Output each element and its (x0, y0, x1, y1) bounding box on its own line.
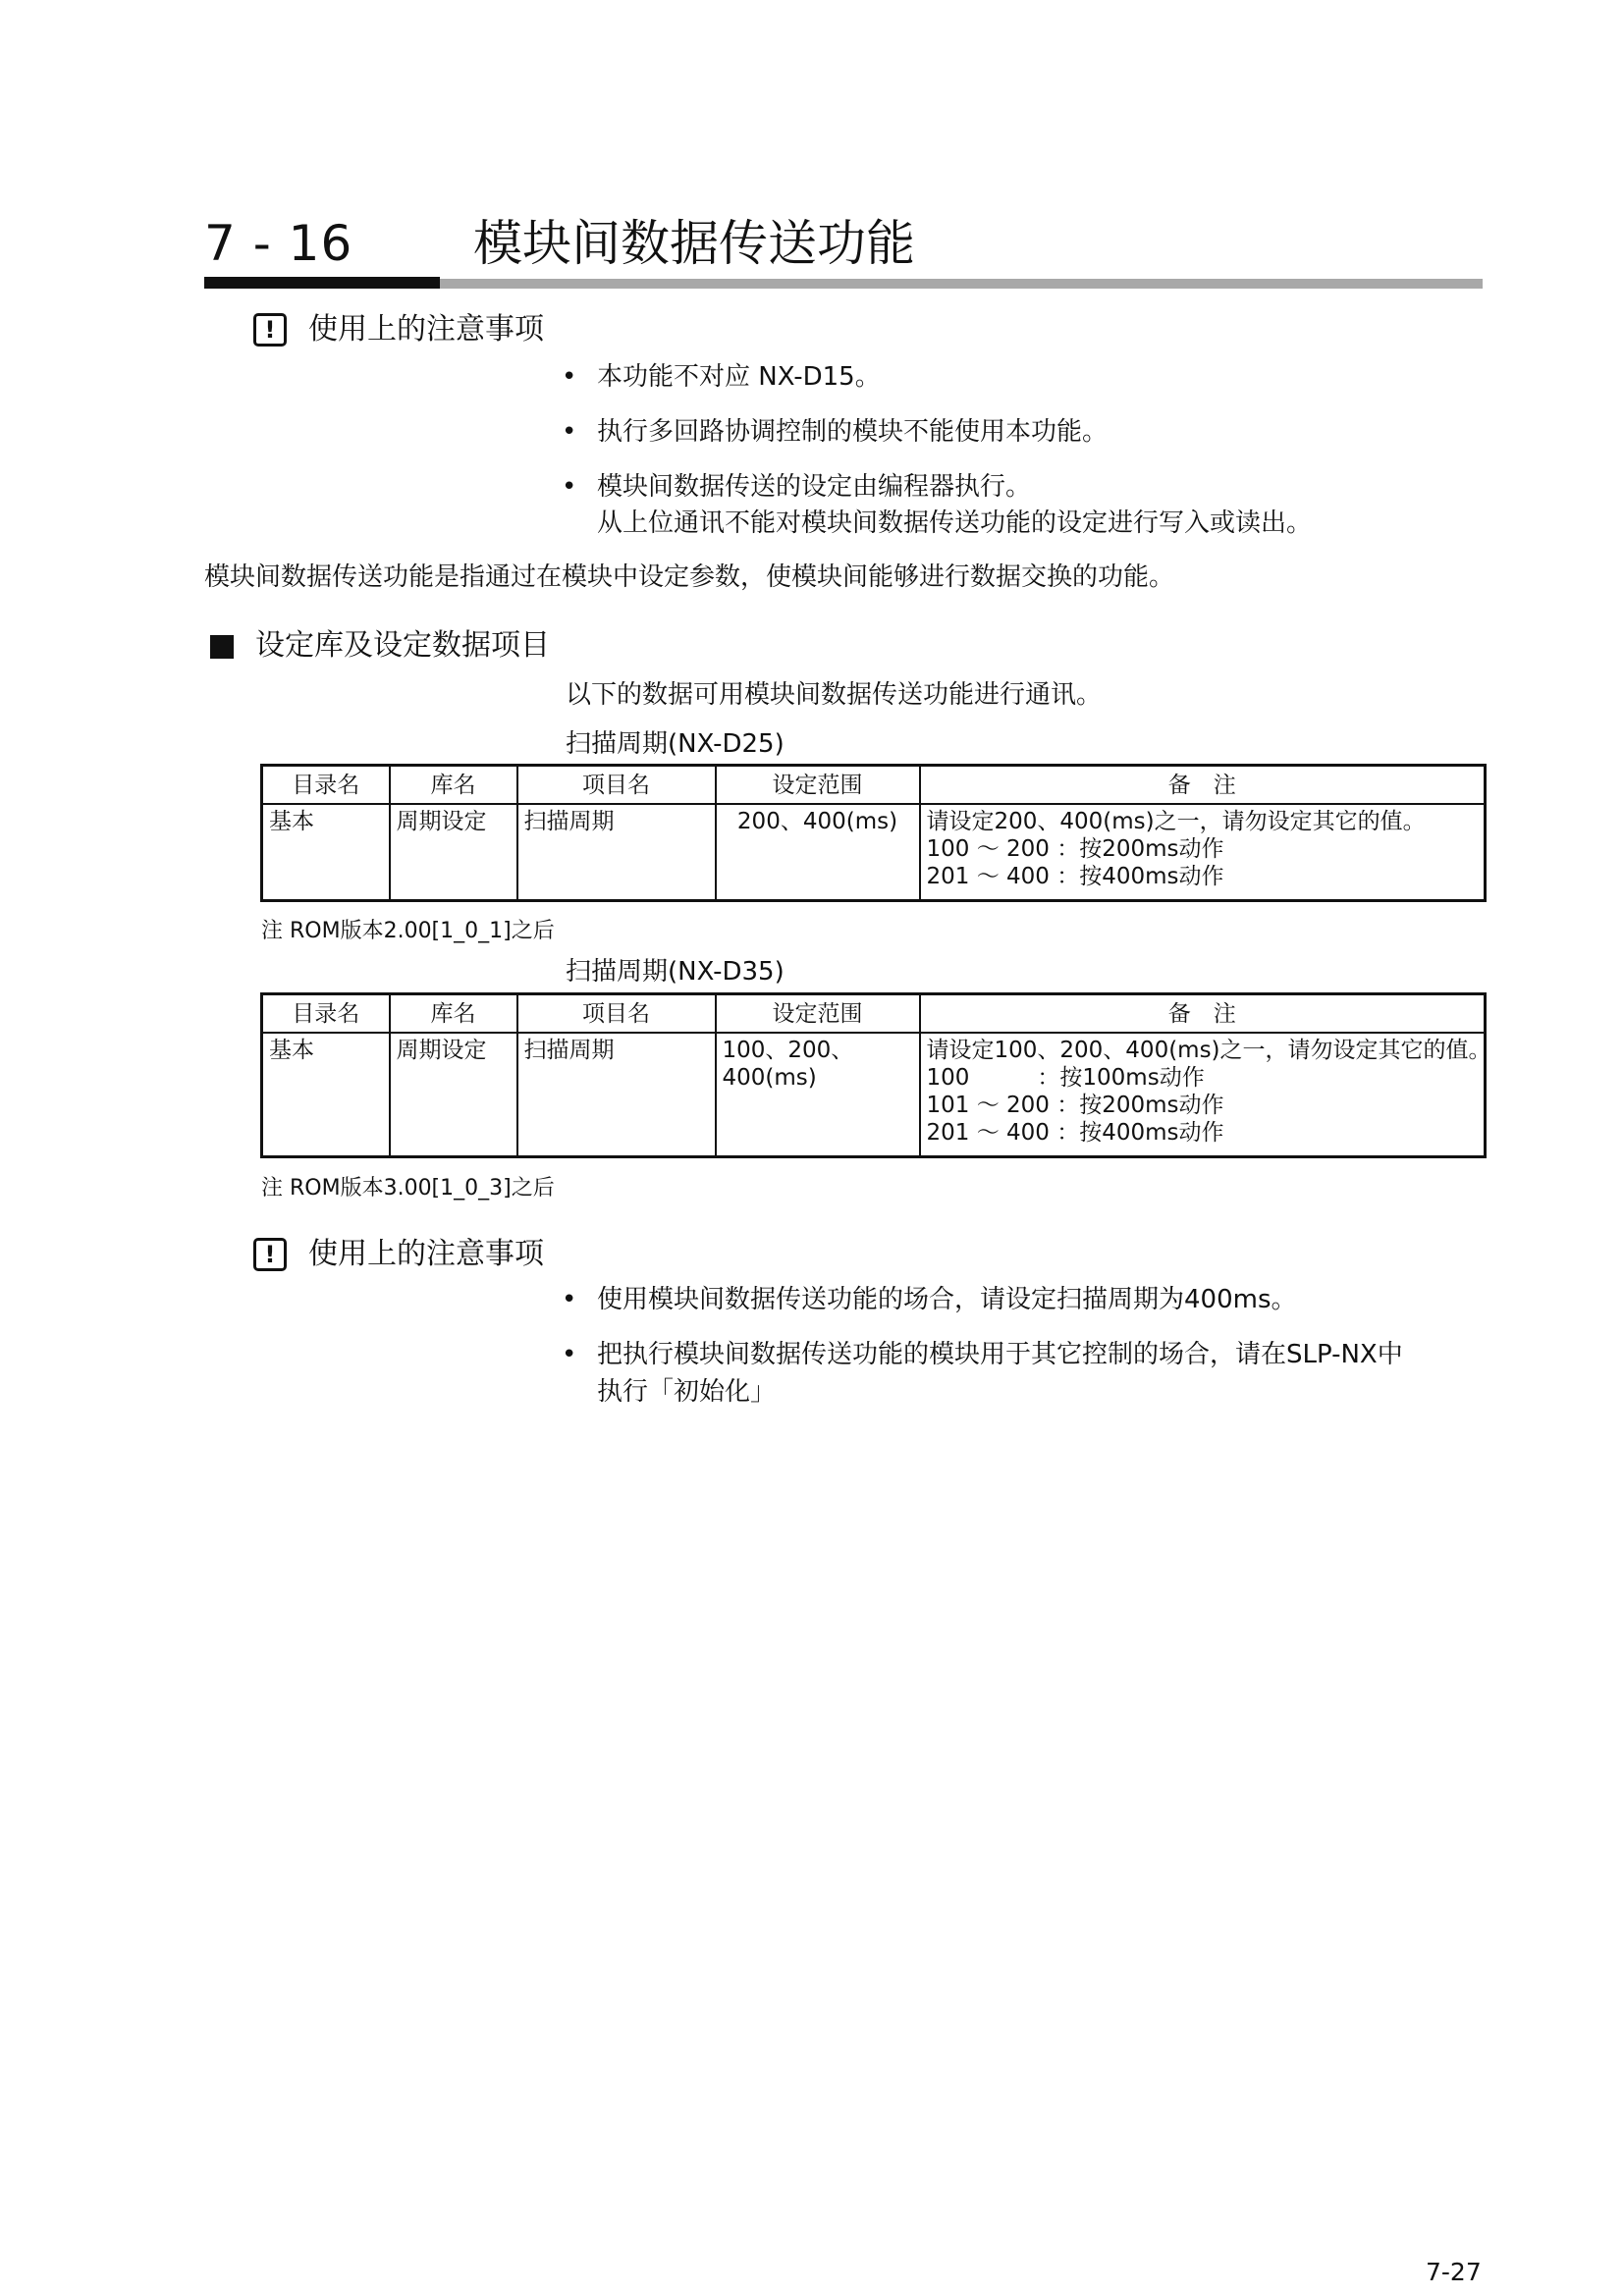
page-number: 7-27 (1426, 2258, 1482, 2286)
cell-remarks (920, 804, 1486, 900)
bullet-dot: • (562, 1340, 577, 1369)
header-range: 设定范围 (716, 994, 920, 1034)
caution-heading-text: 使用上的注意事项 (308, 312, 544, 347)
table-row (262, 804, 1486, 900)
caution-heading-1 (253, 310, 544, 349)
header-item: 项目名 (517, 994, 716, 1034)
caution1-bullet-3 (562, 469, 1031, 505)
table2 (260, 992, 1491, 1158)
remark-line: 100 ：按100ms动作 (926, 1065, 1205, 1091)
header-library: 库名 (390, 994, 517, 1034)
header-directory: 目录名 (262, 994, 390, 1034)
cell-item: 扫描周期 (517, 804, 716, 900)
section-title: 模块间数据传送功能 (473, 215, 915, 272)
bullet-dot: • (562, 362, 577, 392)
table2-caption: 扫描周期(NX-D35) (566, 957, 785, 987)
cell-range (716, 1033, 920, 1156)
caution1-bullet-1 (562, 359, 881, 395)
header-directory: 目录名 (262, 766, 390, 805)
range-line: 100、200、 (722, 1038, 854, 1063)
cell-directory: 基本 (262, 1033, 390, 1156)
bullet-text: 模块间数据传送的设定由编程器执行。 (597, 472, 1032, 502)
remark-line: 201 ～ 400 ：按400ms动作 (926, 864, 1224, 889)
cell-library: 周期设定 (390, 804, 517, 900)
table2-note: 注 ROM版本3.00[1_0_3]之后 (261, 1176, 555, 1201)
subsection-heading: 设定库及设定数据项目 (255, 628, 550, 663)
caution-heading-2 (253, 1235, 544, 1274)
header-remarks: 备 注 (920, 766, 1486, 805)
caution1-bullet-2 (562, 414, 1108, 450)
header-range: 设定范围 (716, 766, 920, 805)
caution2-bullet-2 (562, 1337, 1403, 1372)
bullet-text: 执行多回路协调控制的模块不能使用本功能。 (597, 417, 1109, 447)
bullet-dot: • (562, 472, 577, 502)
cell-remarks (920, 1033, 1491, 1156)
table-row (262, 1033, 1486, 1156)
bullet-text: 使用模块间数据传送功能的场合，请设定扫描周期为400ms。 (597, 1285, 1297, 1314)
bullet-dot: • (562, 417, 577, 447)
caution-heading-text: 使用上的注意事项 (308, 1237, 544, 1271)
header-library: 库名 (390, 766, 517, 805)
bullet-dot: • (562, 1285, 577, 1314)
caution2-bullet-1 (562, 1282, 1297, 1317)
exclamation-box-icon: ! (253, 1238, 287, 1271)
exclamation-box-icon: ! (253, 313, 287, 347)
section-number: 7 - 16 (204, 215, 353, 272)
caution2-bullet-2-continued: 执行「初始化」 (597, 1377, 777, 1407)
subsection-description: 以下的数据可用模块间数据传送功能进行通讯。 (566, 680, 1103, 710)
range-line: 400(ms) (722, 1065, 817, 1091)
header-remarks: 备 注 (920, 994, 1486, 1034)
section-rule-light (440, 279, 1483, 289)
remark-line: 101 ～ 200 ：按200ms动作 (926, 1093, 1224, 1118)
intro-paragraph: 模块间数据传送功能是指通过在模块中设定参数，使模块间能够进行数据交换的功能。 (204, 562, 1175, 592)
remark-line: 201 ～ 400 ：按400ms动作 (926, 1120, 1224, 1146)
table1-note: 注 ROM版本2.00[1_0_1]之后 (261, 919, 555, 943)
caution1-bullet-3-continued: 从上位通讯不能对模块间数据传送功能的设定进行写入或读出。 (597, 508, 1313, 538)
remark-line: 100 ～ 200 ：按200ms动作 (926, 836, 1224, 862)
table-header-row (262, 766, 1486, 805)
section-rule-dark (204, 277, 440, 289)
cell-item: 扫描周期 (517, 1033, 716, 1156)
cell-directory: 基本 (262, 804, 390, 900)
bullet-text: 本功能不对应 NX-D15。 (597, 362, 881, 392)
bullet-text: 把执行模块间数据传送功能的模块用于其它控制的场合，请在SLP-NX中 (597, 1340, 1403, 1369)
square-bullet-icon (210, 635, 234, 659)
table1 (260, 764, 1487, 902)
table1-caption: 扫描周期(NX-D25) (566, 729, 785, 759)
header-item: 项目名 (517, 766, 716, 805)
remark-line: 请设定200、400(ms)之一，请勿设定其它的值。 (926, 809, 1426, 834)
remark-line: 请设定100、200、400(ms)之一，请勿设定其它的值。 (926, 1038, 1491, 1063)
cell-range: 200、400(ms) (716, 804, 920, 900)
cell-library: 周期设定 (390, 1033, 517, 1156)
table-header-row (262, 994, 1486, 1034)
